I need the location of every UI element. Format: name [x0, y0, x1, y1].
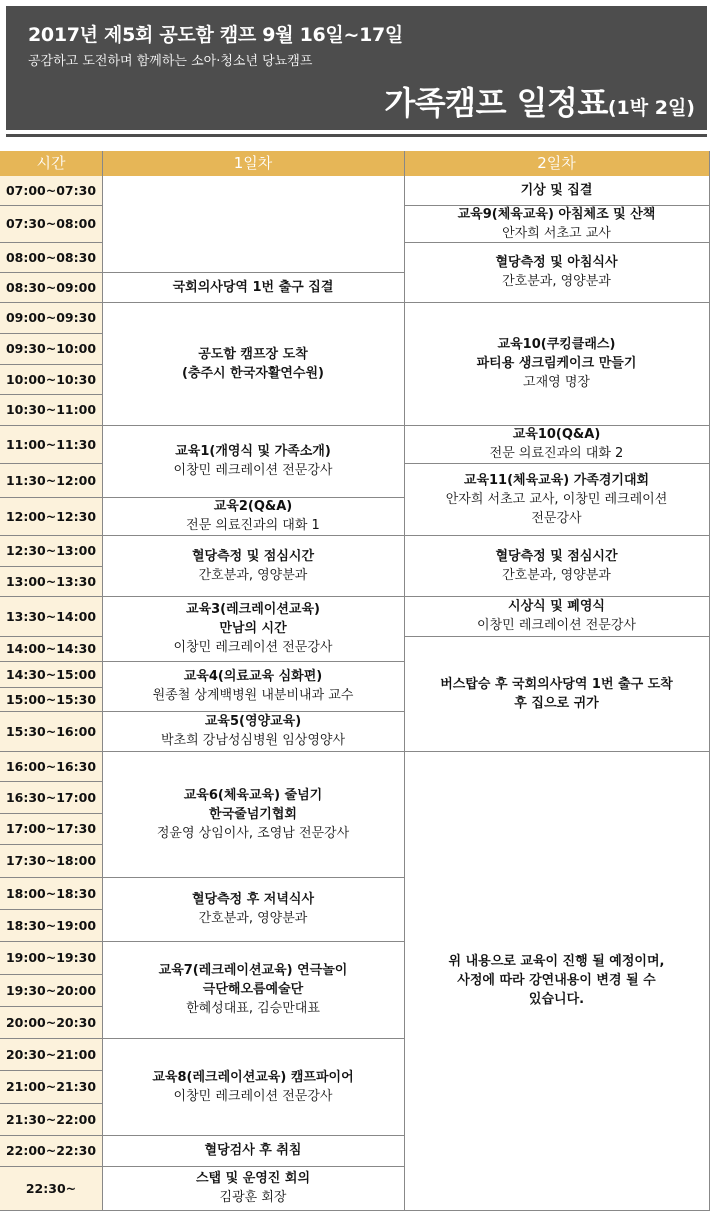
activity-title: 버스탑승 후 국회의사당역 1번 출구 도착	[440, 676, 673, 692]
time-slot: 18:30~19:00	[0, 909, 102, 941]
day2-activity	[404, 463, 709, 535]
activity-title: 교육5(영양교육)	[204, 714, 302, 729]
activity-detail: 간호분과, 영양분과	[502, 274, 611, 289]
table-right-border	[709, 151, 710, 1210]
day2-row-divider	[404, 596, 709, 597]
activity-title: 위 내용으로 교육이 진행 될 예정이며,	[448, 954, 665, 969]
day1-row-divider	[102, 941, 404, 942]
day2-activity	[404, 751, 709, 1210]
time-slot: 19:30~20:00	[0, 974, 102, 1006]
activity-detail: 이창민 레크레이션 전문강사	[477, 618, 636, 633]
day2-activity	[404, 535, 709, 596]
day2-activity	[404, 242, 709, 302]
day1-activity	[102, 425, 404, 497]
day1-row-divider	[102, 711, 404, 712]
time-row-divider	[0, 661, 102, 662]
activity-detail: 고재영 명장	[523, 375, 590, 390]
day1-row-divider	[102, 302, 404, 303]
day1-activity	[102, 751, 404, 877]
day1-activity	[102, 711, 404, 751]
activity-title: 혈당측정 및 점심시간	[191, 548, 315, 564]
day2-activity	[404, 302, 709, 425]
day1-row-divider	[102, 425, 404, 426]
time-slot: 20:30~21:00	[0, 1038, 102, 1070]
time-row-divider	[0, 394, 102, 395]
day1-row-divider	[102, 661, 404, 662]
activity-title: 한국줄넘기협회	[209, 806, 297, 822]
schedule-main-title: 가족캠프 일정표	[384, 84, 608, 122]
time-slot: 13:30~14:00	[0, 596, 102, 636]
schedule-duration: (1박 2일)	[607, 97, 695, 119]
time-row-divider	[0, 425, 102, 426]
activity-title: 교육11(체육교육) 가족경기대회	[463, 472, 650, 488]
day2-row-divider	[404, 302, 709, 303]
time-row-divider	[0, 711, 102, 712]
table-bottom-border	[0, 1210, 710, 1211]
activity-title: 교육9(체육교육) 아침체조 및 산책	[457, 206, 656, 222]
time-row-divider	[0, 844, 102, 845]
time-row-divider	[0, 636, 102, 637]
time-slot: 15:30~16:00	[0, 711, 102, 751]
activity-title: 교육2(Q&A)	[213, 499, 293, 514]
time-slot: 17:00~17:30	[0, 813, 102, 844]
time-slot: 21:30~22:00	[0, 1103, 102, 1135]
day2-activity	[404, 425, 709, 463]
day1-activity	[102, 877, 404, 941]
time-slot: 19:00~19:30	[0, 941, 102, 974]
time-row-divider	[0, 566, 102, 567]
time-row-divider	[0, 463, 102, 464]
day1-activity	[102, 1166, 404, 1210]
time-row-divider	[0, 272, 102, 273]
time-slot: 09:30~10:00	[0, 333, 102, 364]
camp-subtitle: 공감하고 도전하며 함께하는 소아·청소년 당뇨캠프	[28, 54, 313, 69]
activity-title: (충주시 한국자활연수원)	[182, 365, 324, 381]
time-row-divider	[0, 205, 102, 206]
activity-title: 스탭 및 운영진 회의	[195, 1171, 311, 1186]
activity-detail: 안자희 서초고 교사	[502, 225, 611, 241]
activity-detail: 김광훈 회장	[219, 1190, 287, 1205]
time-slot: 18:00~18:30	[0, 877, 102, 909]
time-slot: 10:30~11:00	[0, 394, 102, 425]
activity-detail: 간호분과, 영양분과	[502, 567, 611, 583]
activity-detail: 이창민 레크레이션 전문강사	[173, 640, 333, 655]
day2-activity	[404, 596, 709, 636]
time-slot: 12:00~12:30	[0, 497, 102, 535]
time-row-divider	[0, 1070, 102, 1071]
activity-detail: 간호분과, 영양분과	[198, 567, 308, 583]
activity-detail: 정윤영 상임이사, 조영남 전문강사	[156, 825, 350, 841]
activity-title: 교육10(쿠킹클래스)	[497, 337, 616, 352]
col-header-day2: 2일차	[404, 151, 709, 176]
time-slot: 14:00~14:30	[0, 636, 102, 661]
day2-row-divider	[404, 751, 709, 752]
day1-row-divider	[102, 1038, 404, 1039]
activity-title: 공도함 캠프장 도착	[198, 346, 308, 362]
day1-row-divider	[102, 877, 404, 878]
activity-title: 혈당측정 후 저녁식사	[191, 892, 315, 907]
time-row-divider	[0, 302, 102, 303]
time-row-divider	[0, 751, 102, 752]
time-row-divider	[0, 364, 102, 365]
activity-detail: 안자희 서초고 교사, 이창민 레크레이션	[445, 491, 668, 507]
activity-detail: 전문강사	[531, 510, 582, 526]
day1-activity	[102, 596, 404, 661]
day2-row-divider	[404, 205, 709, 206]
time-slot: 13:00~13:30	[0, 566, 102, 596]
day2-activity	[404, 176, 709, 205]
activity-title: 교육4(의료교육 심화편)	[183, 669, 323, 684]
time-slot: 17:30~18:00	[0, 844, 102, 877]
day2-row-divider	[404, 636, 709, 637]
day1-row-divider	[102, 272, 404, 273]
day2-row-divider	[404, 463, 709, 464]
activity-detail: 이창민 레크레이션 전문강사	[173, 1088, 333, 1104]
activity-detail: 박초희 강남성심병원 임상영양사	[160, 733, 346, 748]
col-header-day1: 1일차	[102, 151, 404, 176]
activity-title: 교육1(개영식 및 가족소개)	[175, 444, 331, 459]
time-row-divider	[0, 813, 102, 814]
activity-title: 파티용 생크림케이크 만들기	[476, 356, 637, 371]
activity-detail: 간호분과, 영양분과	[198, 911, 308, 926]
day1-activity	[102, 272, 404, 302]
time-row-divider	[0, 974, 102, 975]
day1-row-divider	[102, 751, 404, 752]
time-row-divider	[0, 242, 102, 243]
activity-title: 후 집으로 귀가	[514, 695, 599, 711]
activity-title: 극단해오름예술단	[202, 982, 304, 997]
day1-activity	[102, 176, 404, 272]
day1-activity	[102, 497, 404, 535]
activity-title: 있습니다.	[528, 992, 585, 1007]
day1-activity	[102, 535, 404, 596]
time-row-divider	[0, 497, 102, 498]
time-slot: 08:30~09:00	[0, 272, 102, 302]
day1-activity	[102, 1038, 404, 1135]
activity-title: 기상 및 집결	[520, 183, 593, 198]
time-slot: 14:30~15:00	[0, 661, 102, 687]
day1-row-divider	[102, 535, 404, 536]
activity-title: 교육8(레크레이션교육) 캠프파이어	[152, 1069, 354, 1085]
time-slot: 08:00~08:30	[0, 242, 102, 272]
day2-row-divider	[404, 425, 709, 426]
day1-row-divider	[102, 497, 404, 498]
activity-title: 교육6(체육교육) 줄넘기	[183, 787, 323, 803]
time-row-divider	[0, 781, 102, 782]
day1-row-divider	[102, 1166, 404, 1167]
time-slot: 11:30~12:00	[0, 463, 102, 497]
column-divider	[102, 151, 103, 1210]
activity-detail: 전문 의료진과의 대화 2	[489, 446, 624, 461]
camp-title: 2017년 제5회 공도함 캠프 9월 16일~17일	[28, 24, 403, 46]
activity-title: 교육3(레크레이션교육)	[186, 602, 320, 617]
day1-row-divider	[102, 1135, 404, 1136]
day2-row-divider	[404, 242, 709, 243]
time-slot: 15:00~15:30	[0, 687, 102, 711]
activity-detail: 이창민 레크레이션 전문강사	[173, 463, 333, 478]
time-row-divider	[0, 1135, 102, 1136]
column-divider	[404, 151, 405, 1210]
activity-title: 사정에 따라 강연내용이 변경 될 수	[457, 973, 656, 988]
time-slot: 21:00~21:30	[0, 1070, 102, 1103]
day1-row-divider	[102, 596, 404, 597]
activity-detail: 전문 의료진과의 대화 1	[186, 518, 320, 533]
time-row-divider	[0, 1166, 102, 1167]
activity-detail: 한혜성대표, 김승만대표	[186, 1001, 320, 1016]
time-slot: 22:00~22:30	[0, 1135, 102, 1166]
time-slot: 22:30~	[0, 1166, 102, 1210]
activity-title: 만남의 시간	[219, 621, 287, 636]
activity-title: 시상식 및 폐영식	[508, 599, 605, 614]
time-slot: 09:00~09:30	[0, 302, 102, 333]
time-row-divider	[0, 1038, 102, 1039]
time-row-divider	[0, 535, 102, 536]
day2-row-divider	[404, 535, 709, 536]
time-row-divider	[0, 333, 102, 334]
activity-title: 교육10(Q&A)	[512, 427, 601, 442]
time-slot: 10:00~10:30	[0, 364, 102, 394]
activity-title: 혈당측정 및 아침식사	[495, 255, 618, 270]
activity-title: 혈당검사 후 취침	[204, 1143, 302, 1158]
time-row-divider	[0, 877, 102, 878]
time-row-divider	[0, 596, 102, 597]
day1-activity	[102, 1135, 404, 1166]
time-slot: 12:30~13:00	[0, 535, 102, 566]
time-slot: 07:30~08:00	[0, 205, 102, 242]
day1-activity	[102, 302, 404, 425]
activity-title: 혈당측정 및 점심시간	[495, 548, 618, 564]
time-row-divider	[0, 1006, 102, 1007]
time-slot: 16:30~17:00	[0, 781, 102, 813]
time-row-divider	[0, 941, 102, 942]
time-row-divider	[0, 687, 102, 688]
col-header-time: 시간	[0, 151, 102, 176]
time-slot: 16:00~16:30	[0, 751, 102, 781]
day2-activity	[404, 205, 709, 242]
day1-activity	[102, 661, 404, 711]
time-slot: 20:00~20:30	[0, 1006, 102, 1038]
day2-activity	[404, 636, 709, 751]
activity-title: 교육7(레크레이션교육) 연극놀이	[158, 963, 348, 978]
time-row-divider	[0, 1103, 102, 1104]
time-slot: 07:00~07:30	[0, 176, 102, 205]
activity-title: 국회의사당역 1번 출구 집결	[172, 279, 334, 295]
time-row-divider	[0, 909, 102, 910]
activity-detail: 원종철 상계백병원 내분비내과 교수	[152, 688, 354, 703]
day1-activity	[102, 941, 404, 1038]
time-slot: 11:00~11:30	[0, 425, 102, 463]
